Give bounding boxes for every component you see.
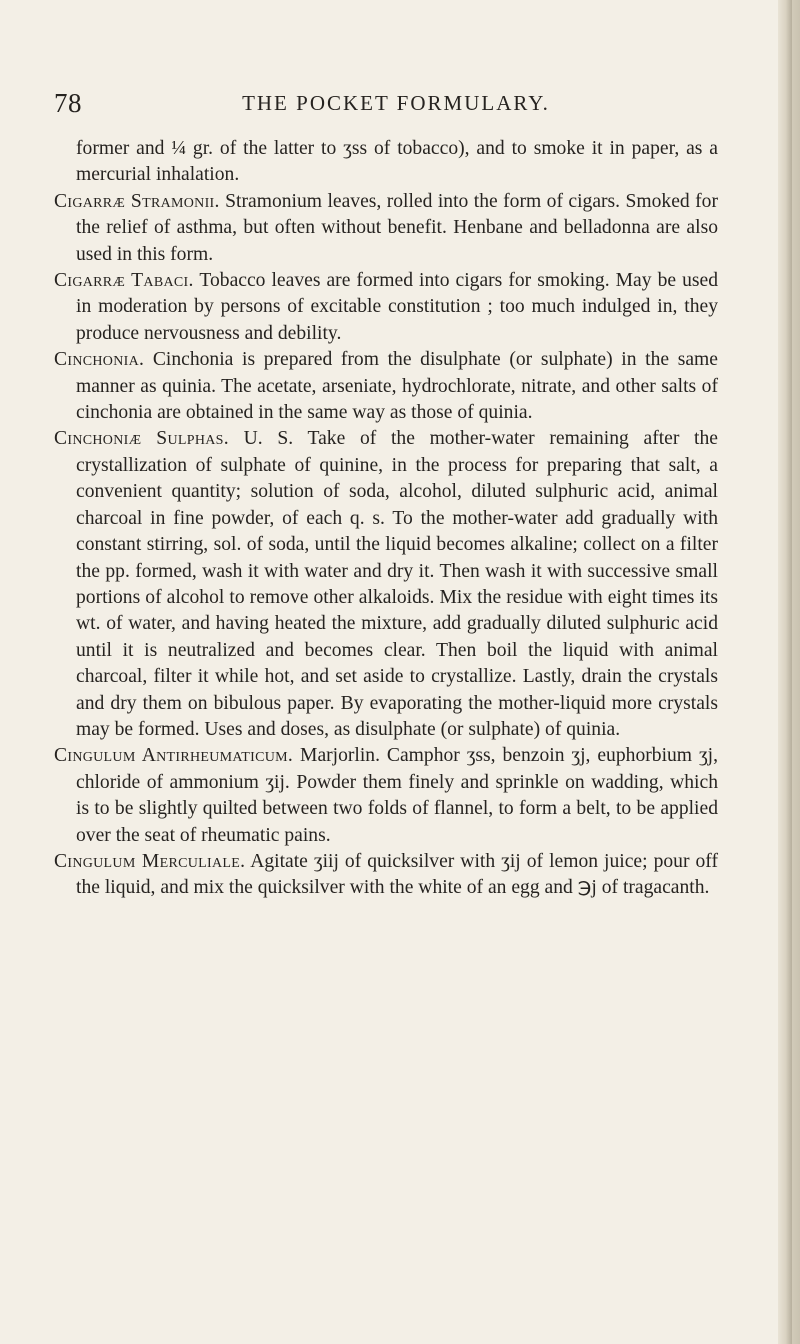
entry-text: Agitate ʒiij of quicksilver with ʒij of lemon juice; pour off the liquid, and mix the quicksilver with the white of an egg and ℈j of tragacanth. <box>76 850 718 899</box>
entry-text: Tobacco leaves are formed into cigars for smoking. May be used in moderation by persons of excitable constitution ; too much indulged in, they produce nervousness and debility. <box>76 270 719 344</box>
running-title: THE POCKET FORMULARY. <box>242 91 550 115</box>
page-number: 78 <box>54 88 82 118</box>
entry-text: former and ¼ gr. of the latter to ʒss of tobacco), and to smoke it in paper, as a mercurial inhalation. <box>76 138 718 186</box>
entry-cingulum-merculiale <box>54 849 718 902</box>
entry-term: Cingulum Merculiale. <box>54 850 246 872</box>
formulary-text <box>54 136 718 902</box>
entry-cingulum-antirheumaticum <box>54 743 718 849</box>
entry-term: Cinchoniæ Sulphas. <box>54 428 229 450</box>
entry-term: Cinchonia. <box>54 349 145 371</box>
entry-cinchonia <box>54 347 718 426</box>
entry-continuation <box>54 136 718 189</box>
entry-text: Cinchonia is prepared from the disulphate (or sulphate) in the same manner as quinia. The acetate, arseniate, hydrochlorate, nitrate, and other salts of cinchonia are obtained in the same way as those of quinia. <box>76 349 718 424</box>
page-header <box>54 88 698 118</box>
entry-term: Cigarræ Stramonii. <box>54 190 220 212</box>
entry-cigarrae-stramonii <box>54 189 718 268</box>
entry-text: Stramonium leaves, rolled into the form of cigars. Smoked for the relief of asthma, but often without benefit. Henbane and belladonna are also used in this form. <box>76 190 718 265</box>
entry-text: U. S. Take of the mother-water remaining after the crystallization of sulphate of quinine, in the process for preparing that salt, a convenient quantity; solution of soda, alcohol, diluted sulphuric acid, animal charcoal in fine powder, of each q. s. To the mother-water add gradually with constant stirring, sol. of soda, until the liquid becomes alkaline; collect on a filter the pp. formed, wash it with water and dry it. Then wash it with successive small portions of alcohol to remove other alkaloids. Mix the residue with eight times its wt. of water, and having heated the mixture, add gradually diluted sulphuric acid until it is neutralized and becomes clear. Then boil the liquid with animal charcoal, filter it while hot, and set aside to crystallize. Lastly, drain the crystals and dry them on bibulous paper. By evaporating the mother-liquid more crystals may be formed. Uses and doses, as disulphate (or sulphate) of quinia. <box>76 428 718 740</box>
gutter-shadow <box>786 0 792 1344</box>
entry-text: Marjorlin. Camphor ʒss, benzoin ʒj, euphorbium ʒj, chloride of ammonium ʒij. Powder them finely and sprinkle on wadding, which is to be slightly quilted between two folds of flannel, to form a belt, to be applied over the seat of rheumatic pains. <box>76 745 718 846</box>
entry-term: Cigarræ Tabaci. <box>54 270 194 292</box>
entry-cinchoniae-sulphas <box>54 426 718 743</box>
entry-term: Cingulum Antirheumaticum. <box>54 745 294 767</box>
entry-cigarrae-tabaci <box>54 268 718 347</box>
